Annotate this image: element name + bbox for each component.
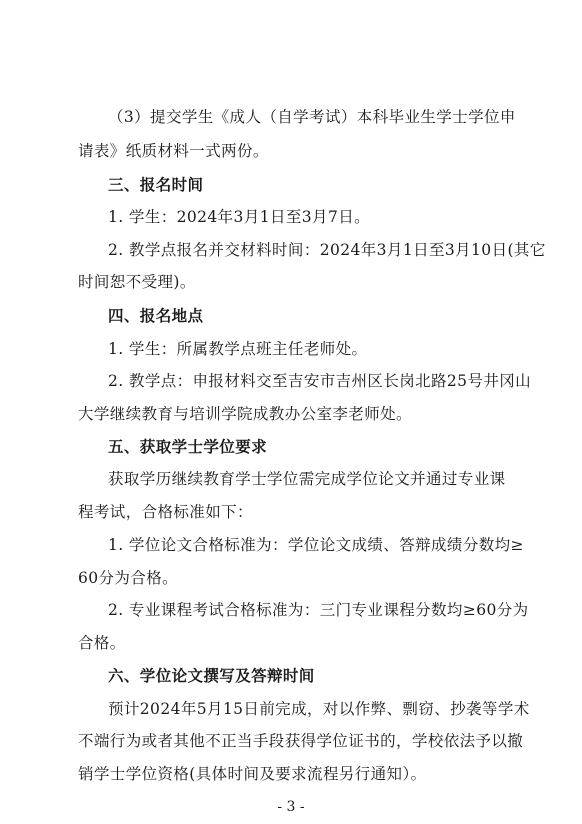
paragraph-line: 不端行为或者其他不正当手段获得学位证书的，学校依法予以撤 — [78, 732, 524, 750]
section-heading: 六、学位论文撰写及答辩时间 — [108, 667, 315, 685]
section-heading: 四、报名地点 — [108, 307, 204, 325]
paragraph-line: （3）提交学生《成人（自学考试）本科毕业生学士学位申 — [108, 108, 516, 126]
paragraph-line: 销学士学位资格(具体时间及要求流程另行通知）。 — [78, 765, 427, 783]
paragraph-line: 合格。 — [78, 634, 126, 652]
page-number: - 3 - — [277, 799, 305, 815]
paragraph-line: 1. 学生：2024年3月1日至3月7日。 — [108, 208, 371, 226]
paragraph-line: 2. 教学点：申报材料交至吉安市吉州区长岗北路25号井冈山 — [108, 372, 532, 390]
paragraph-line: 预计2024年5月15日前完成，对以作弊、剽窃、抄袭等学术 — [108, 700, 530, 718]
section-heading: 三、报名时间 — [108, 176, 204, 194]
paragraph-line: 获取学历继续教育学士学位需完成学位论文并通过专业课 — [108, 470, 506, 488]
paragraph-line: 时间恕不受理)。 — [78, 273, 196, 291]
paragraph-line: 程考试，合格标准如下： — [78, 503, 253, 521]
paragraph-line: 请表》纸质材料一式两份。 — [78, 142, 269, 160]
paragraph-line: 2. 教学点报名并交材料时间：2024年3月1日至3月10日(其它 — [108, 241, 546, 259]
paragraph-line: 1. 学生：所属教学点班主任老师处。 — [108, 340, 368, 358]
section-heading: 五、获取学士学位要求 — [108, 438, 268, 456]
paragraph-line: 60分为合格。 — [78, 569, 179, 587]
paragraph-line: 1. 学位论文合格标准为：学位论文成绩、答辩成绩分数均≥ — [108, 536, 524, 554]
paragraph-line: 大学继续教育与培训学院成教办公室李老师处。 — [78, 405, 412, 423]
paragraph-line: 2. 专业课程考试合格标准为：三门专业课程分数均≥60分为 — [108, 601, 529, 619]
